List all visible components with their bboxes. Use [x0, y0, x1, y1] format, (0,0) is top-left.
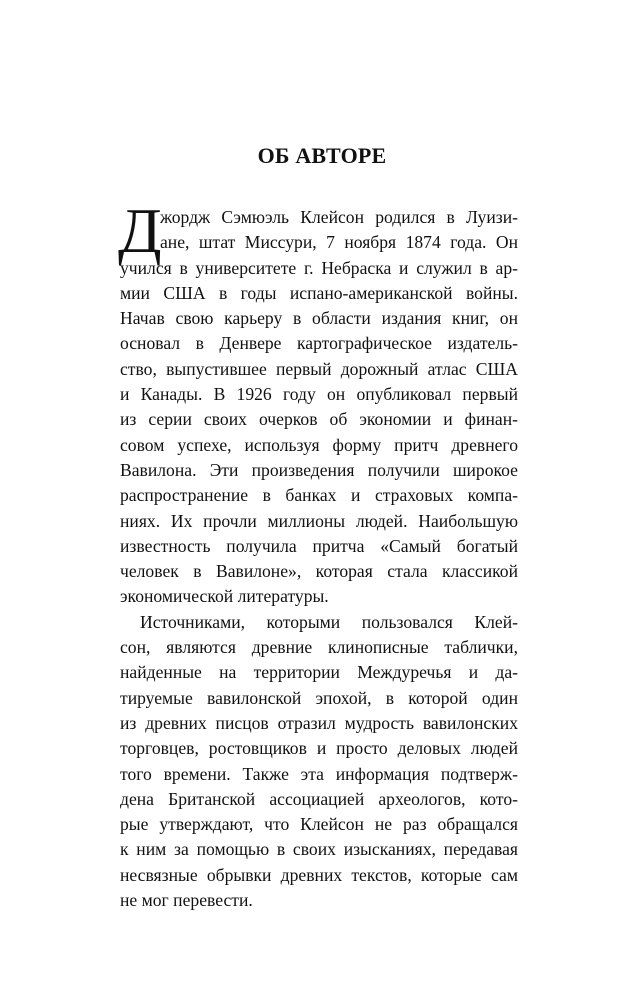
- text-line: человек в Вавилоне», которая стала классикой: [120, 561, 518, 582]
- text-line: несвязные обрывки древних текстов, которые сам: [120, 864, 518, 885]
- drop-cap: Д: [118, 195, 162, 266]
- text-line: и Канады. В 1926 году он опубликовал первый: [120, 384, 518, 405]
- text-line: торговцев, ростовщиков и просто деловых людей: [120, 738, 518, 759]
- text-line: из древних писцов отразил мудрость вавилонских: [120, 712, 518, 733]
- text-line: того времени. Также эта информация подтверж-: [120, 763, 518, 784]
- text-line: ане, штат Миссури, 7 ноября 1874 года. Он: [160, 232, 518, 253]
- text-line: известность получила притча «Самый богатый: [120, 535, 518, 556]
- text-line: экономической литературы.: [120, 586, 329, 607]
- text-line: из серии своих очерков об экономии и финан-: [120, 409, 518, 430]
- text-line: Вавилона. Эти произведения получили широкое: [120, 459, 518, 480]
- text-line: ство, выпустившее первый дорожный атлас США: [120, 358, 518, 379]
- line-text: жордж Сэмюэль Клейсон родился в Луизи-: [160, 207, 518, 227]
- text-line: тируемые вавилонской эпохой, в которой один: [120, 687, 518, 708]
- text-line: рые утверждают, что Клейсон не раз обращался: [120, 814, 518, 835]
- text-line: найденные на территории Междуречья и да-: [120, 662, 518, 683]
- text-line: Источниками, которыми пользовался Клей-: [140, 611, 518, 632]
- page-title: ОБ АВТОРЕ: [257, 143, 387, 168]
- text-line: дена Британской ассоциацией археологов, кото-: [120, 788, 518, 809]
- paragraph-2: [120, 610, 518, 914]
- text-line: совом успехе, используя форму притч древнего: [120, 434, 518, 455]
- text-line: не мог перевести.: [120, 890, 253, 911]
- text-line: ниях. Их прочли миллионы людей. Наибольшую: [120, 510, 518, 531]
- text-line: распространение в банках и страховых компа-: [120, 485, 518, 506]
- text-line: к ним за помощью в своих изысканиях, передавая: [120, 839, 518, 860]
- author-bio: [118, 195, 518, 913]
- text-line: мии США в годы испано-американской войны.: [120, 282, 518, 303]
- text-line: учился в университете г. Небраска и служил в ар-: [120, 257, 518, 278]
- text-line: основал в Денвере картографическое издатель-: [120, 333, 518, 354]
- text-line: Начав свою карьеру в области издания книг, он: [120, 308, 518, 329]
- text-line: сон, являются древние клинописные таблички,: [120, 637, 518, 658]
- paragraph-1: [118, 195, 518, 610]
